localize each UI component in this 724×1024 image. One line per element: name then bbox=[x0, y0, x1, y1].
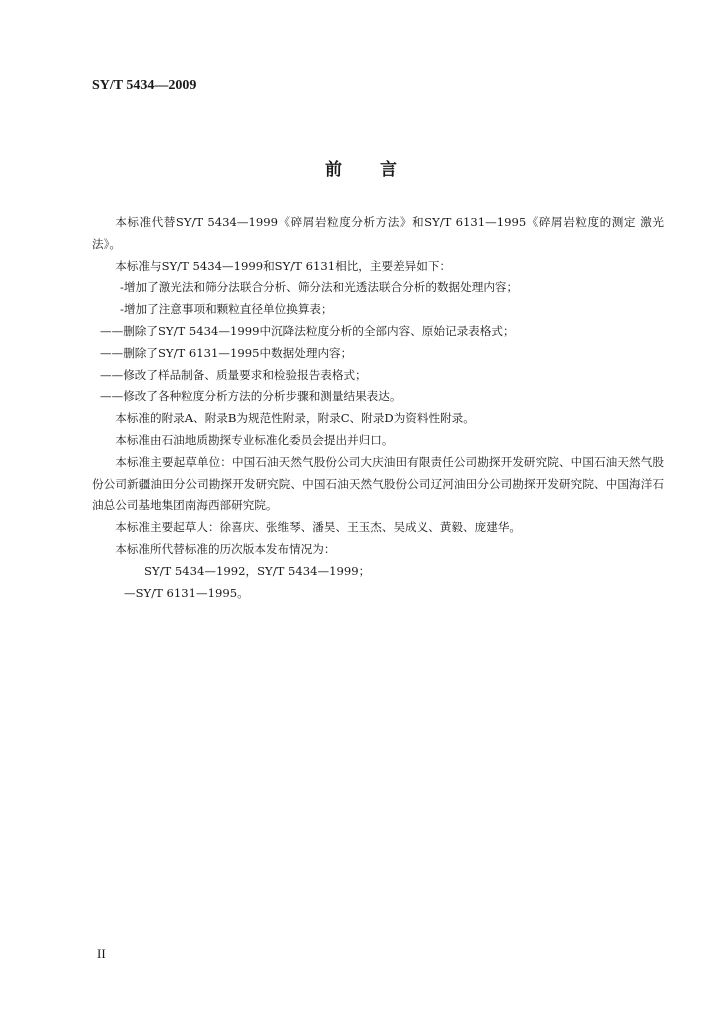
list-item: —SY/T 6131—1995。 bbox=[124, 585, 249, 600]
title-char-2: 言 bbox=[380, 160, 399, 180]
paragraph-appendices: 本标准的附录A、附录B为规范性附录，附录C、附录D为资料性附录。 bbox=[115, 411, 475, 426]
title-char-1: 前 bbox=[325, 160, 344, 180]
list-item: ——修改了各种粒度分析方法的分析步骤和测量结果表达。 bbox=[100, 389, 402, 404]
paragraph-drafters: 本标准主要起草人：徐喜庆、张维琴、潘昊、王玉杰、吴成义、黄毅、庞建华。 bbox=[115, 520, 521, 535]
page-title bbox=[0, 155, 724, 180]
foreword-body bbox=[92, 212, 664, 604]
page-number: II bbox=[97, 946, 106, 961]
list-item: ——删除了SY/T 5434—1999中沉降法粒度分析的全部内容、原始记录表格式； bbox=[100, 323, 515, 338]
standard-code: SY/T 5434—2009 bbox=[92, 78, 197, 93]
paragraph-drafting-units: 本标准主要起草单位：中国石油天然气股份公司大庆油田有限责任公司勘探开发研究院、中国石油天然气股份公司新疆油田分公司勘探开发研究院、中国石油天然气股份公司辽河油田分公司勘探开发研究院、中国海洋石油总公司基地集团南海西部研究院。 bbox=[92, 454, 664, 513]
paragraph-differences-intro: 本标准与SY/T 5434—1999和SY/T 6131相比，主要差异如下： bbox=[115, 258, 452, 273]
paragraph-proposer: 本标准由石油地质勘探专业标准化委员会提出并归口。 bbox=[115, 432, 394, 447]
list-item: ——修改了样品制备、质量要求和检验报告表格式； bbox=[100, 367, 367, 382]
list-item: ——删除了SY/T 6131—1995中数据处理内容； bbox=[100, 345, 353, 360]
list-item: SY/T 5434—1992，SY/T 5434—1999； bbox=[144, 563, 371, 578]
list-item: -增加了注意事项和颗粒直径单位换算表； bbox=[120, 302, 333, 317]
paragraph-replaces: 本标准代替SY/T 5434—1999《碎屑岩粒度分析方法》和SY/T 6131—1995《碎屑岩粒度的测定 激光法》。 bbox=[92, 215, 664, 251]
list-item: -增加了激光法和筛分法联合分析、筛分法和光透法联合分析的数据处理内容； bbox=[120, 280, 519, 295]
paragraph-history-intro: 本标准所代替标准的历次版本发布情况为： bbox=[115, 541, 336, 556]
